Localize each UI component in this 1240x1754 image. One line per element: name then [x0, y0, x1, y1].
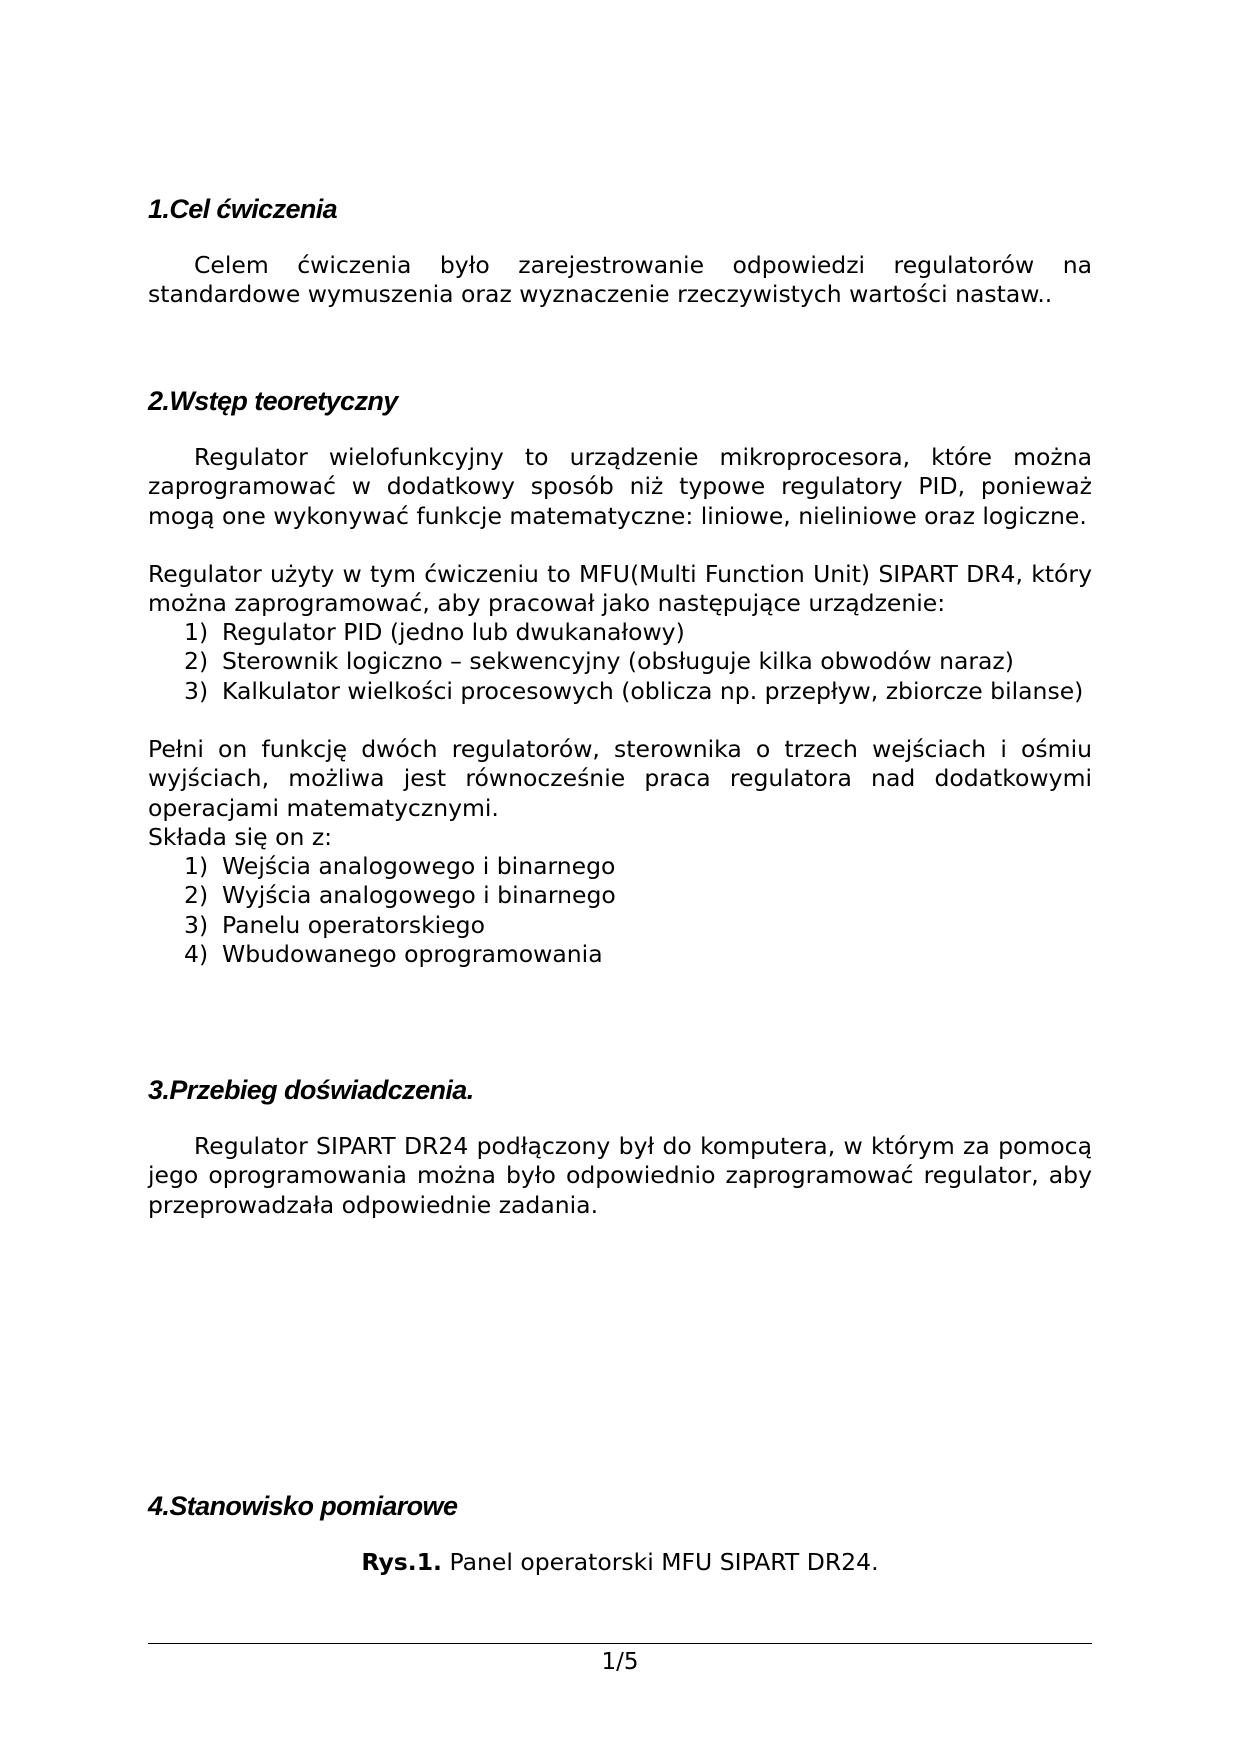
list-item: 1) Wejścia analogowego i binarnego	[184, 852, 616, 880]
figure-caption-text: Panel operatorski MFU SIPART DR24.	[449, 1548, 879, 1576]
figure-caption	[148, 1548, 1092, 1577]
document-page	[148, 0, 1092, 1754]
section-2-heading: 2.Wstęp teoretyczny	[148, 386, 398, 416]
figure-label: Rys.1.	[361, 1548, 442, 1576]
section-3-heading: 3.Przebieg doświadczenia.	[148, 1075, 474, 1105]
section-1-heading: 1.Cel ćwiczenia	[148, 194, 338, 224]
list-item: 3) Kalkulator wielkości procesowych (oblicza np. przepływ, zbiorcze bilanse)	[184, 676, 1084, 705]
list-item: 2) Wyjścia analogowego i binarnego	[184, 881, 616, 910]
section-3-paragraph: Regulator SIPART DR24 podłączony był do komputera, w którym za pomocą jego oprogramowania można było odpowiednio zaprogramować regulator, aby przeprowadzała odpowiednie zadania.	[148, 1132, 1092, 1219]
list-item: 3) Panelu operatorskiego	[184, 910, 485, 939]
section-2-paragraph-1: Regulator wielofunkcyjny to urządzenie mikroprocesora, które można zaprogramować w dodatkowy sposób niż typowe regulatory PID, ponieważ mogą one wykonywać funkcje matematyczne: liniowe, nieliniowe oraz logiczne.	[148, 443, 1092, 530]
section-2-paragraph-2: Regulator użyty w tym ćwiczeniu to MFU(Multi Function Unit) SIPART DR4, który można zaprogramować, aby pracował jako następujące urządzenie:	[148, 560, 1092, 618]
footer-divider	[148, 1643, 1092, 1644]
components-list	[184, 852, 1092, 969]
section-2-paragraph-3: Pełni on funkcję dwóch regulatorów, sterownika o trzech wejściach i ośmiu wyjściach, możliwa jest równocześnie praca regulatora nad dodatkowymi operacjami matematycznymi.	[148, 735, 1092, 822]
section-2-paragraph-4: Składa się on z:	[148, 823, 333, 851]
list-item: 2) Sterownik logiczno – sekwencyjny (obsługuje kilka obwodów naraz)	[184, 647, 1014, 676]
page-number: 1/5	[601, 1649, 639, 1675]
capabilities-list	[184, 618, 1092, 706]
list-item: 4) Wbudowanego oprogramowania	[184, 939, 603, 968]
list-item: 1) Regulator PID (jedno lub dwukanałowy)	[184, 618, 685, 646]
section-4-heading: 4.Stanowisko pomiarowe	[148, 1491, 458, 1521]
section-1-paragraph: Celem ćwiczenia było zarejestrowanie odpowiedzi regulatorów na standardowe wymuszenia oraz wyznaczenie rzeczywistych wartości nastaw..	[148, 251, 1092, 309]
